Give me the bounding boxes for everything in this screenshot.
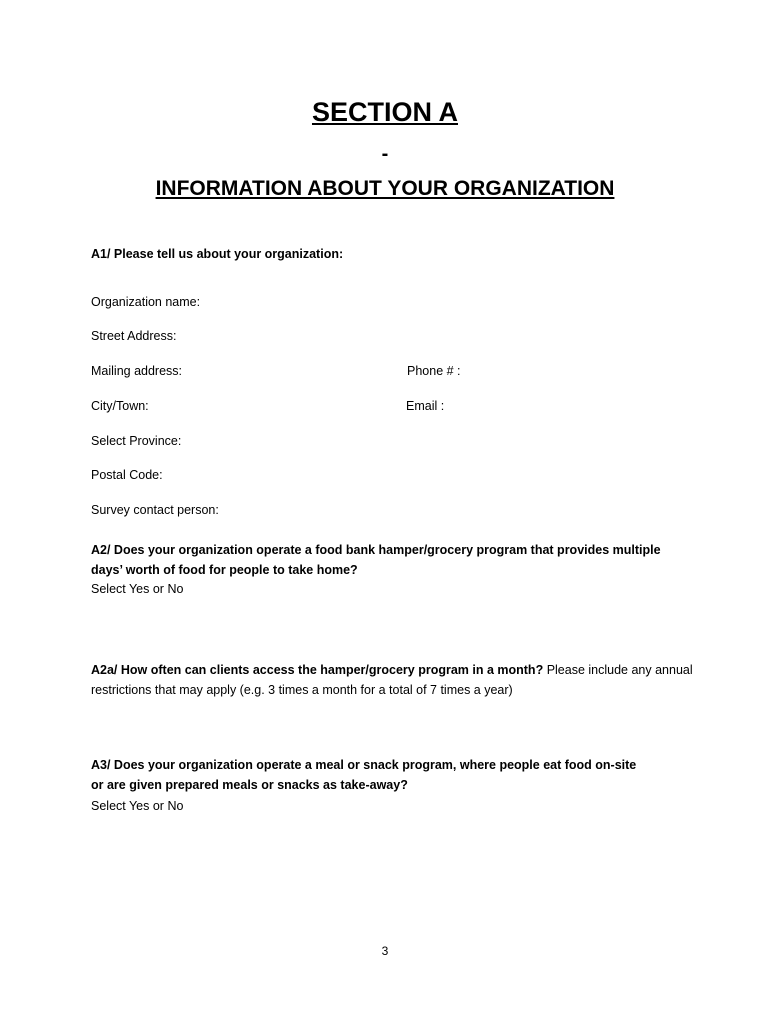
street-address-label: Street Address: [91, 329, 177, 343]
question-a2-line1: A2/ Does your organization operate a food bank hamper/grocery program that provides multiple [91, 543, 661, 557]
mailing-address-label: Mailing address: [91, 364, 183, 378]
page-number: 3 [381, 944, 389, 958]
section-subtitle: INFORMATION ABOUT YOUR ORGANIZATION [155, 177, 615, 200]
question-a2-hint: Select Yes or No [91, 582, 184, 596]
phone-label: Phone # : [407, 364, 461, 378]
question-a2a-bold: A2a/ How often can clients access the hamper/grocery program in a month? [91, 663, 544, 677]
question-a3-line2: or are given prepared meals or snacks as take-away? [91, 778, 408, 792]
question-a2-line2: days’ worth of food for people to take home? [91, 563, 358, 577]
question-a2a-line2: restrictions that may apply (e.g. 3 times a month for a total of 7 times a year) [91, 683, 513, 697]
survey-contact-label: Survey contact person: [91, 503, 219, 517]
question-a2a-line1 [91, 663, 693, 677]
email-label: Email : [406, 399, 445, 413]
organization-name-label: Organization name: [91, 295, 201, 309]
province-label: Select Province: [91, 434, 182, 448]
city-town-label: City/Town: [91, 399, 149, 413]
question-a1: A1/ Please tell us about your organization: [91, 247, 344, 261]
section-title: SECTION A [311, 97, 458, 127]
question-a3-line1: A3/ Does your organization operate a meal or snack program, where people eat food on-site [91, 758, 637, 772]
postal-code-label: Postal Code: [91, 468, 163, 482]
title-separator: - [381, 143, 389, 165]
question-a3-hint: Select Yes or No [91, 799, 184, 813]
question-a2a-rest: Please include any annual [543, 663, 693, 677]
